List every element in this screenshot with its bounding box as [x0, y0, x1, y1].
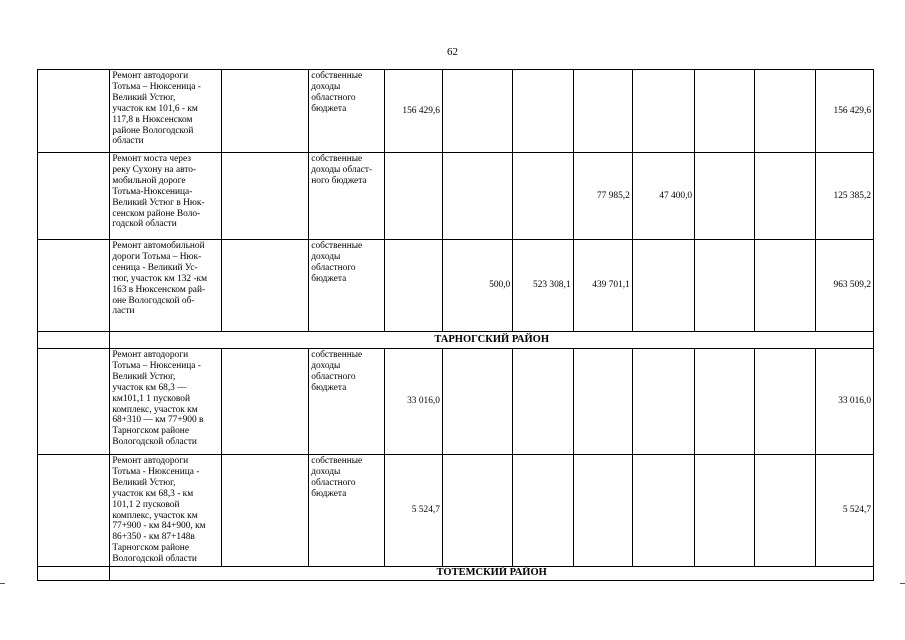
amount-value [442, 455, 512, 567]
table-cell [221, 153, 308, 240]
amount-value [513, 70, 573, 153]
amount-value: 77 985,2 [573, 153, 632, 240]
amount-value [442, 153, 512, 240]
amount-value: 439 701,1 [573, 240, 632, 332]
amount-value: 47 400,0 [632, 153, 694, 240]
amount-value: 5 524,7 [384, 455, 442, 567]
amount-value [755, 240, 815, 332]
amount-value [695, 153, 755, 240]
amount-value [384, 240, 442, 332]
table-row [38, 153, 874, 240]
section-title: ТОТЕМСКИЙ РАЙОН [110, 567, 874, 581]
section-title: ТАРНОГСКИЙ РАЙОН [110, 332, 874, 349]
section-row [38, 332, 874, 349]
total-value: 963 509,2 [815, 240, 873, 332]
funding-source: собственные доходы областного бюджета [309, 240, 384, 332]
edge-mark-left [0, 583, 5, 584]
table-cell [221, 349, 308, 455]
amount-value [573, 455, 632, 567]
table-row [38, 240, 874, 332]
amount-value [573, 70, 632, 153]
amount-value [755, 455, 815, 567]
amount-value [442, 70, 512, 153]
amount-value [755, 70, 815, 153]
amount-value [573, 349, 632, 455]
amount-value: 33 016,0 [384, 349, 442, 455]
table-row [38, 70, 874, 153]
amount-value: 500,0 [442, 240, 512, 332]
table-row [38, 349, 874, 455]
table-cell [221, 455, 308, 567]
amount-value: 523 308,1 [513, 240, 573, 332]
amount-value [755, 349, 815, 455]
budget-table [37, 69, 874, 581]
amount-value [513, 349, 573, 455]
table-cell [221, 240, 308, 332]
amount-value [384, 153, 442, 240]
amount-value [755, 153, 815, 240]
table-row [38, 455, 874, 567]
amount-value [513, 455, 573, 567]
table-cell [38, 567, 110, 581]
table-body [38, 70, 874, 581]
edge-mark-right [900, 583, 905, 584]
amount-value [442, 349, 512, 455]
amount-value [695, 70, 755, 153]
total-value: 156 429,6 [815, 70, 873, 153]
section-row [38, 567, 874, 581]
total-value: 5 524,7 [815, 455, 873, 567]
page-number: 62 [447, 46, 458, 58]
table-cell [38, 455, 110, 567]
table-cell [38, 349, 110, 455]
amount-value [513, 153, 573, 240]
table-cell [38, 70, 110, 153]
amount-value [632, 240, 694, 332]
project-name: Ремонт автодороги Тотьма – Нюксеница - Великий Устюг, участок км 101,6 - км 117,8 в Нюксенском районе Вологодской области [110, 70, 222, 153]
table-cell [221, 70, 308, 153]
project-name: Ремонт автодороги Тотьма – Нюксеница - Великий Устюг, участок км 68,3 — км101,1 1 пусковой комплекс, участок км 68+310 — км 77+900 в Тарногском районе Вологодской области [110, 349, 222, 455]
table-cell [38, 153, 110, 240]
table-cell [38, 240, 110, 332]
amount-value: 156 429,6 [384, 70, 442, 153]
amount-value [632, 70, 694, 153]
funding-source: собственные доходы областного бюджета [309, 349, 384, 455]
funding-source: собственные доходы областного бюджета [309, 455, 384, 567]
project-name: Ремонт моста через реку Сухону на авто- мобильной дороге Тотьма-Нюксеница- Великий Устюг в Нюк- сенском районе Воло- годской области [110, 153, 222, 240]
project-name: Ремонт автодороги Тотьма - Нюксеница - Великий Устюг, участок км 68,3 - км 101,1 2 пусковой комплекс, участок км 77+900 - км 84+900, км 86+350 - км 87+148в Тарногском районе Вологодской области [110, 455, 222, 567]
amount-value [695, 455, 755, 567]
amount-value [632, 349, 694, 455]
total-value: 125 385,2 [815, 153, 873, 240]
project-name: Ремонт автомобильной дороги Тотьма – Нюк- сеница - Великий Ус- тюг, участок км 132 -км 163 в Нюксенском рай- оне Вологодской об- ласти [110, 240, 222, 332]
table-cell [38, 332, 110, 349]
total-value: 33 016,0 [815, 349, 873, 455]
amount-value [695, 240, 755, 332]
amount-value [632, 455, 694, 567]
funding-source: собственные доходы областного бюджета [309, 70, 384, 153]
amount-value [695, 349, 755, 455]
funding-source: собственные доходы област- ного бюджета [309, 153, 384, 240]
